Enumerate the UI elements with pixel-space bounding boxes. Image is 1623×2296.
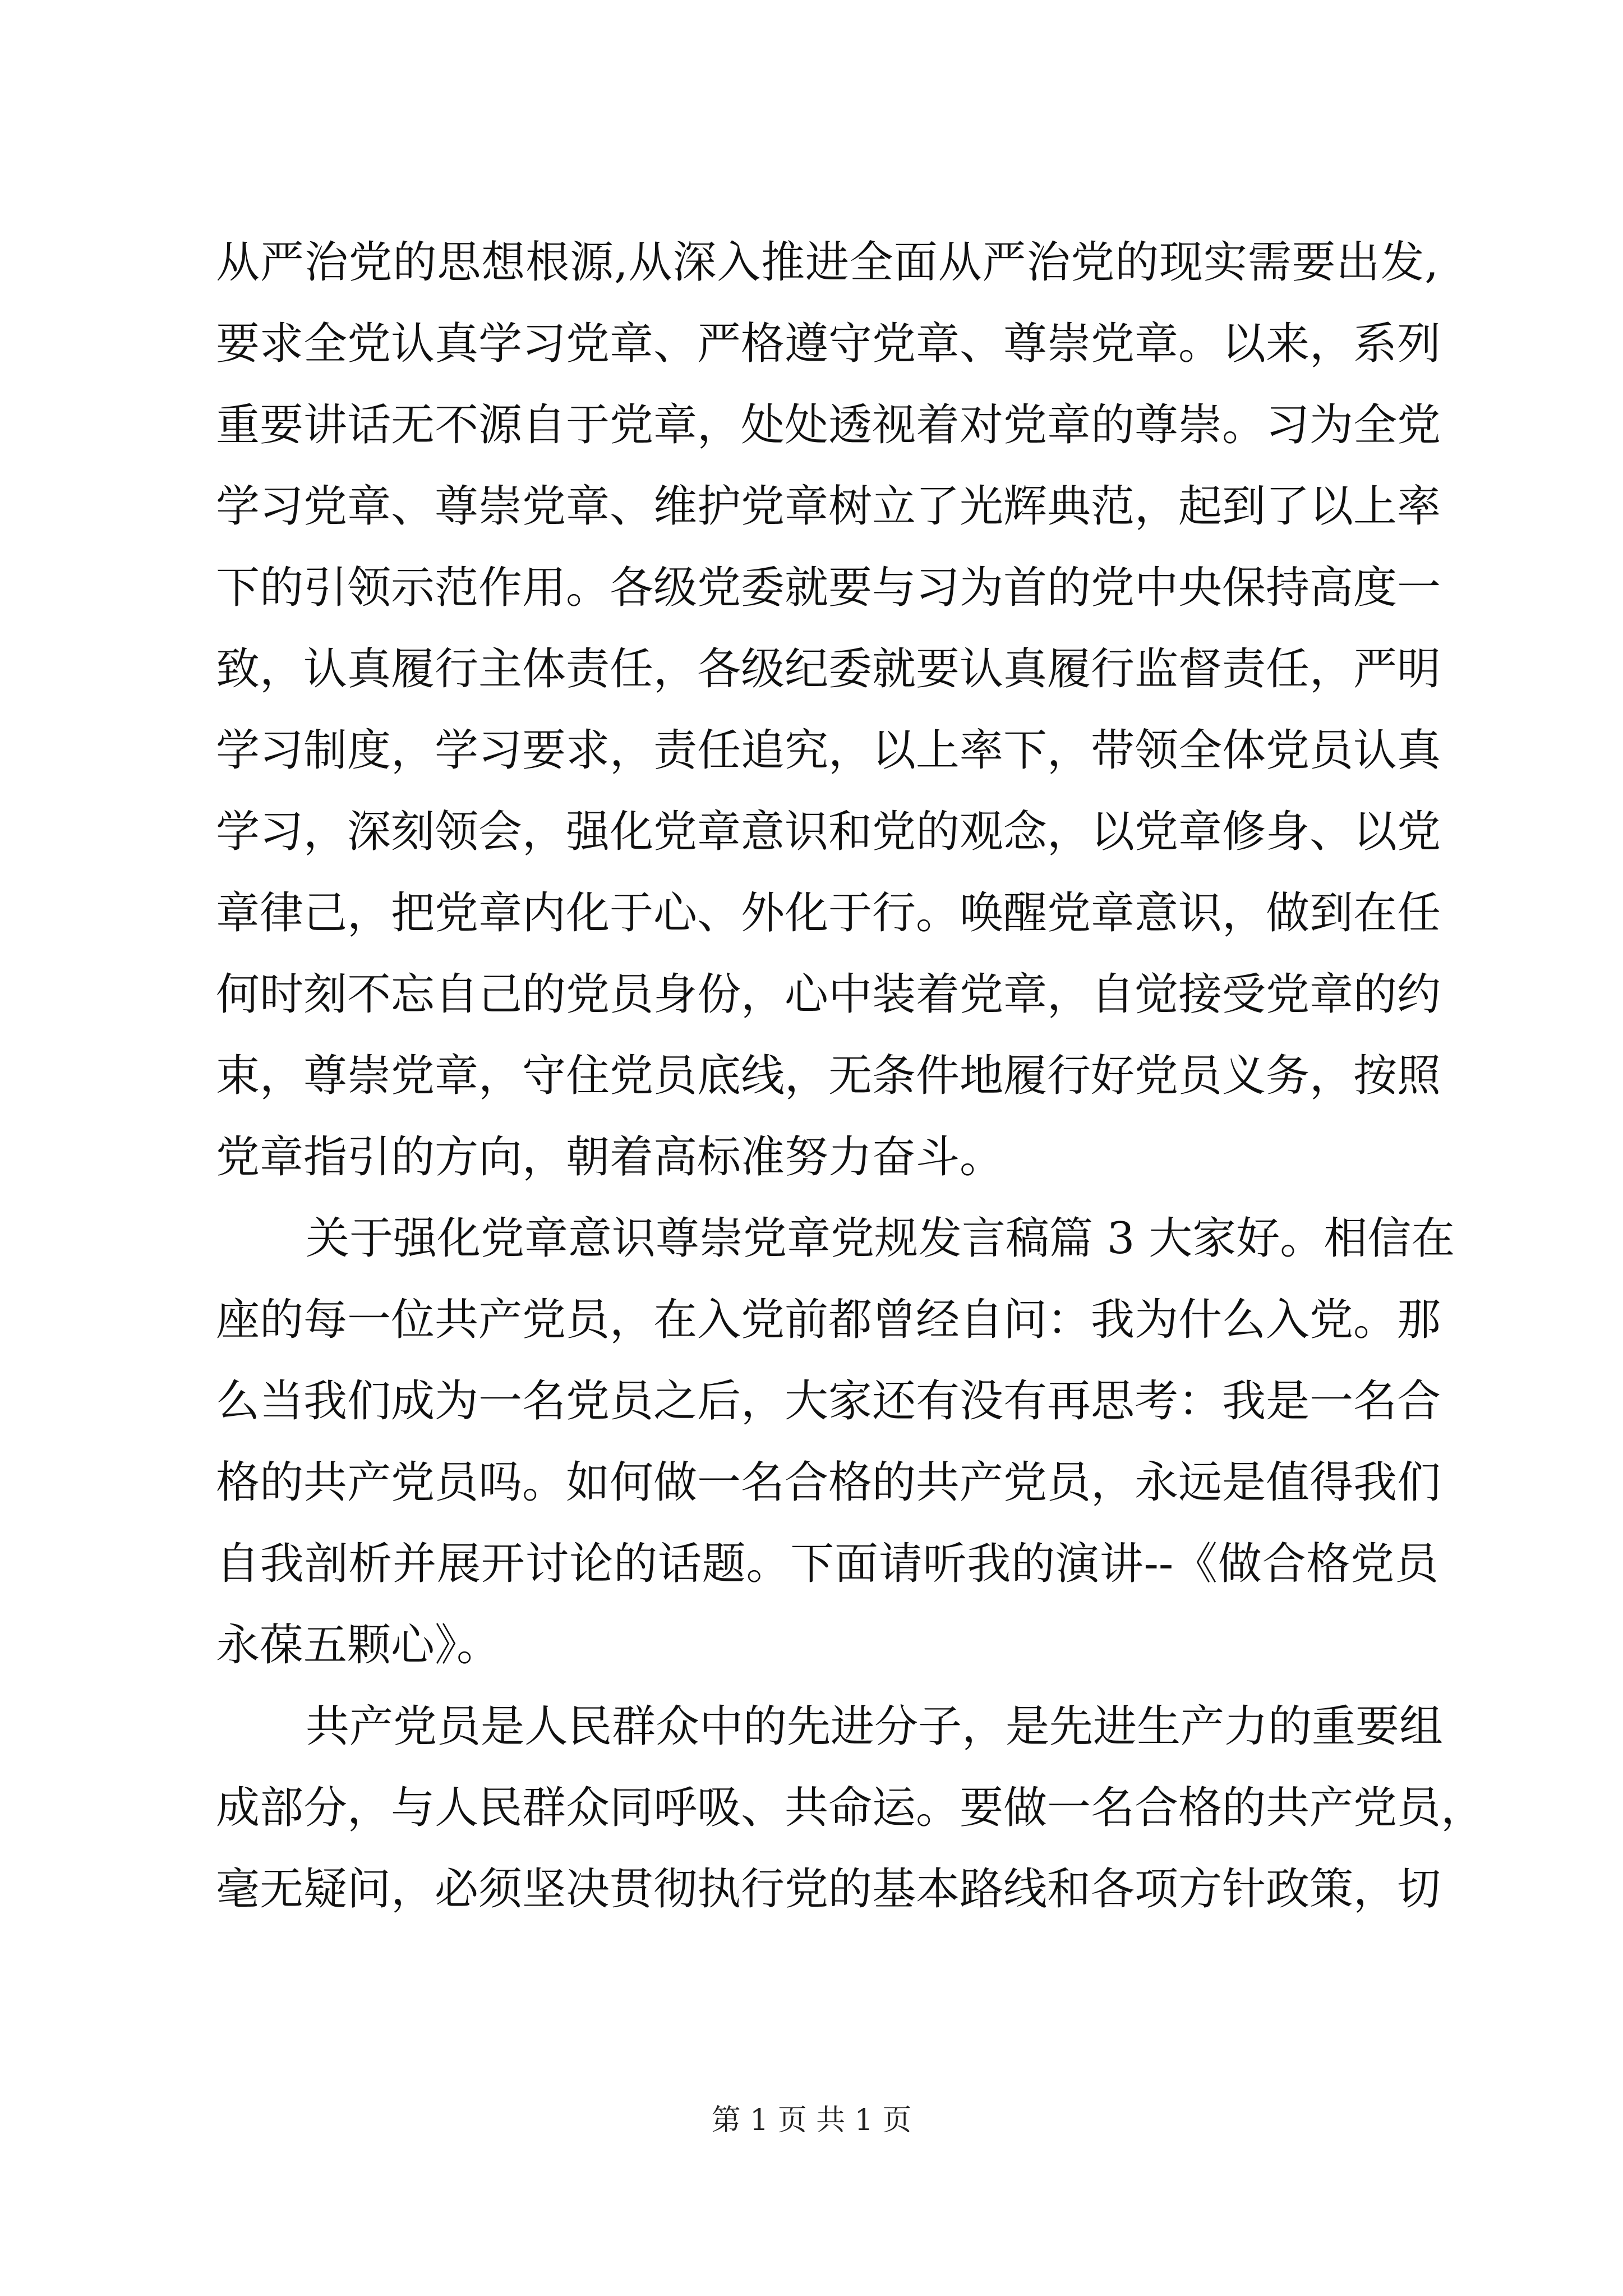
text-line: 么当我们成为一名党员之后，大家还有没有再思考：我是一名合: [216, 1376, 1441, 1427]
text-line: 学习，深刻领会，强化党章意识和党的观念，以党章修身、以党: [216, 807, 1441, 857]
text-line: 共产党员是人民群众中的先进分子，是先进生产力的重要组: [306, 1701, 1444, 1752]
text-line: 关于强化党章意识尊崇党章党规发言稿篇 3 大家好。相信在: [306, 1213, 1455, 1264]
text-line: 下的引领示范作用。各级党委就要与习为首的党中央保持高度一: [216, 563, 1441, 613]
text-line: 束，尊崇党章，守住党员底线，无条件地履行好党员义务，按照: [216, 1051, 1441, 1101]
text-line: 学习党章、尊崇党章、维护党章树立了光辉典范，起到了以上率: [216, 481, 1441, 532]
text-line: 自我剖析并展开讨论的话题。下面请听我的演讲--《做合格党员: [216, 1539, 1438, 1589]
document-body: [216, 222, 1485, 1930]
text-line: 格的共产党员吗。如何做一名合格的共产党员，永远是值得我们: [216, 1457, 1441, 1508]
text-line: 致，认真履行主体责任，各级纪委就要认真履行监督责任，严明: [216, 644, 1441, 694]
text-line: 成部分，与人民群众同呼吸、共命运。要做一名合格的共产党员，: [216, 1783, 1485, 1833]
text-line: 重要讲话无不源自于党章，处处透视着对党章的尊崇。习为全党: [216, 400, 1441, 450]
text-line: 永葆五颗心》。: [216, 1620, 501, 1671]
text-line: 毫无疑问，必须坚决贯彻执行党的基本路线和各项方针政策，切: [216, 1864, 1441, 1915]
text-line: 何时刻不忘自己的党员身份，心中装着党章，自觉接受党章的约: [216, 969, 1441, 1020]
text-line: 党章指引的方向，朝着高标准努力奋斗。: [216, 1132, 1004, 1182]
text-line: 座的每一位共产党员，在入党前都曾经自问：我为什么入党。那: [216, 1295, 1441, 1345]
text-line: 学习制度，学习要求，责任追究，以上率下，带领全体党员认真: [216, 725, 1441, 776]
text-line: 从严治党的思想根源,从深入推进全面从严治党的现实需要出发,: [216, 237, 1438, 288]
text-line: 要求全党认真学习党章、严格遵守党章、尊崇党章。以来，系列: [216, 319, 1441, 369]
text-line: 章律己，把党章内化于心、外化于行。唤醒党章意识，做到在任: [216, 888, 1441, 938]
page-footer: 第 1 页 共 1 页: [711, 2104, 912, 2137]
